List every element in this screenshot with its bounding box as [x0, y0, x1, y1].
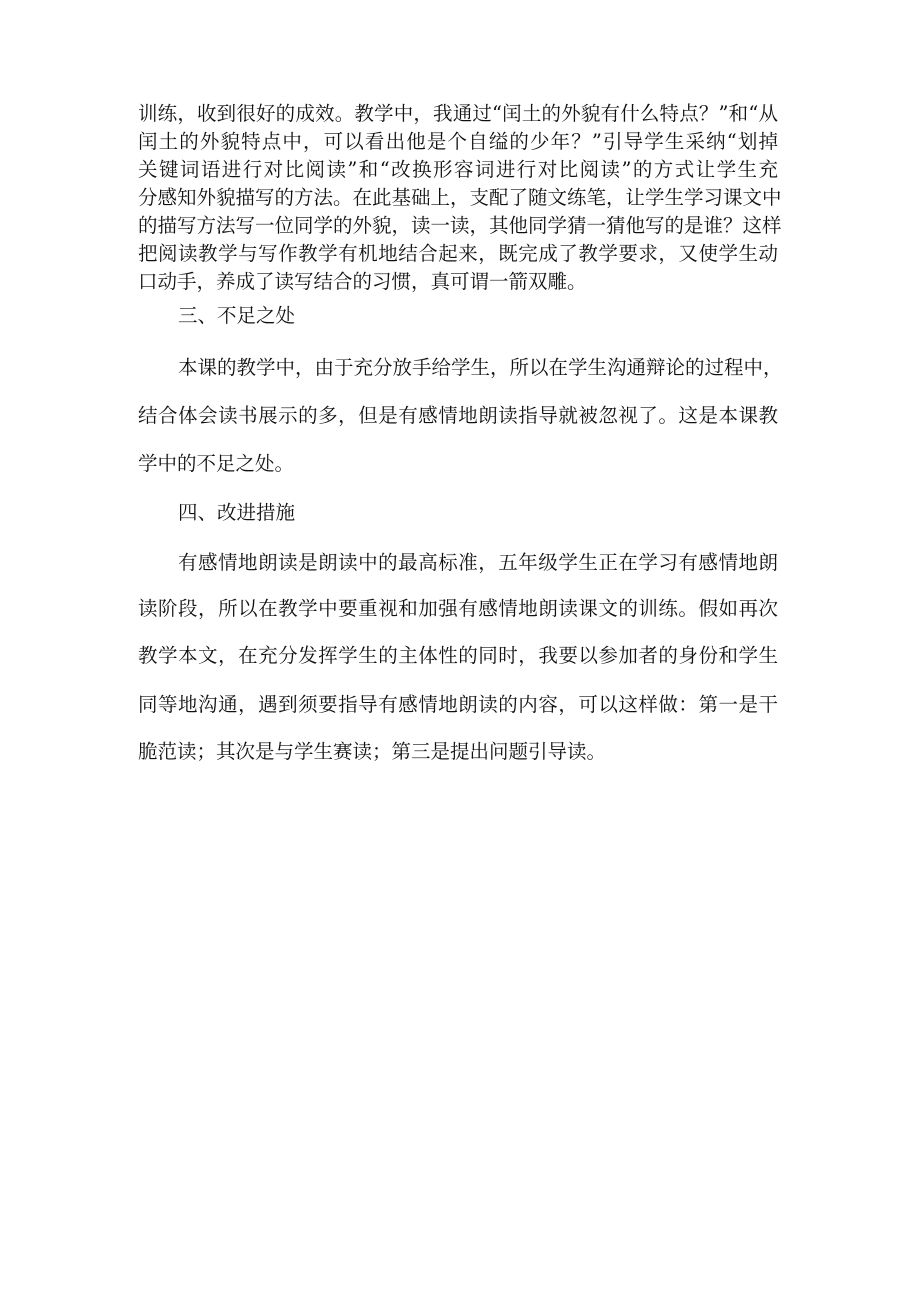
paragraph-line: 教学本文，在充分发挥学生的主体性的同时，我要以参加者的身份和学生	[138, 644, 778, 667]
section-heading-shortcomings: 三、不足之处	[178, 304, 296, 327]
paragraph-line: 分感知外貌描写的方法。在此基础上，支配了随文练笔，让学生学习课文中	[138, 186, 782, 209]
paragraph-line: 把阅读教学与写作教学有机地结合起来，既完成了教学要求，又使学生动	[138, 242, 778, 265]
paragraph-line: 的描写方法写一位同学的外貌，读一读，其他同学猜一猜他写的是谁？这样	[138, 214, 782, 237]
paragraph-line: 有感情地朗读是朗读中的最高标准，五年级学生正在学习有感情地朗	[178, 551, 778, 574]
paragraph-line: 口动手，养成了读写结合的习惯，真可谓一箭双雕。	[138, 270, 587, 293]
paragraph-line: 学中的不足之处。	[138, 452, 295, 475]
paragraph-line: 脆范读；其次是与学生赛读；第三是提出问题引导读。	[138, 740, 607, 763]
section-heading-improvements: 四、改进措施	[178, 501, 296, 524]
paragraph-line: 闰土的外貌特点中，可以看出他是个自缢的少年？”引导学生采纳“划掉	[138, 130, 778, 153]
paragraph-line: 训练，收到很好的成效。教学中，我通过“闰土的外貌有什么特点？”和“从	[138, 102, 778, 125]
paragraph-line: 同等地沟通，遇到须要指导有感情地朗读的内容，可以这样做：第一是干	[138, 693, 778, 716]
paragraph-line: 本课的教学中，由于充分放手给学生，所以在学生沟通辩论的过程中，	[178, 356, 783, 379]
paragraph-line: 读阶段，所以在教学中要重视和加强有感情地朗读课文的训练。假如再次	[138, 597, 778, 620]
paragraph-line: 结合体会读书展示的多，但是有感情地朗读指导就被忽视了。这是本课教	[138, 404, 778, 427]
paragraph-line: 关键词语进行对比阅读”和“改换形容词进行对比阅读”的方式让学生充	[138, 158, 778, 181]
